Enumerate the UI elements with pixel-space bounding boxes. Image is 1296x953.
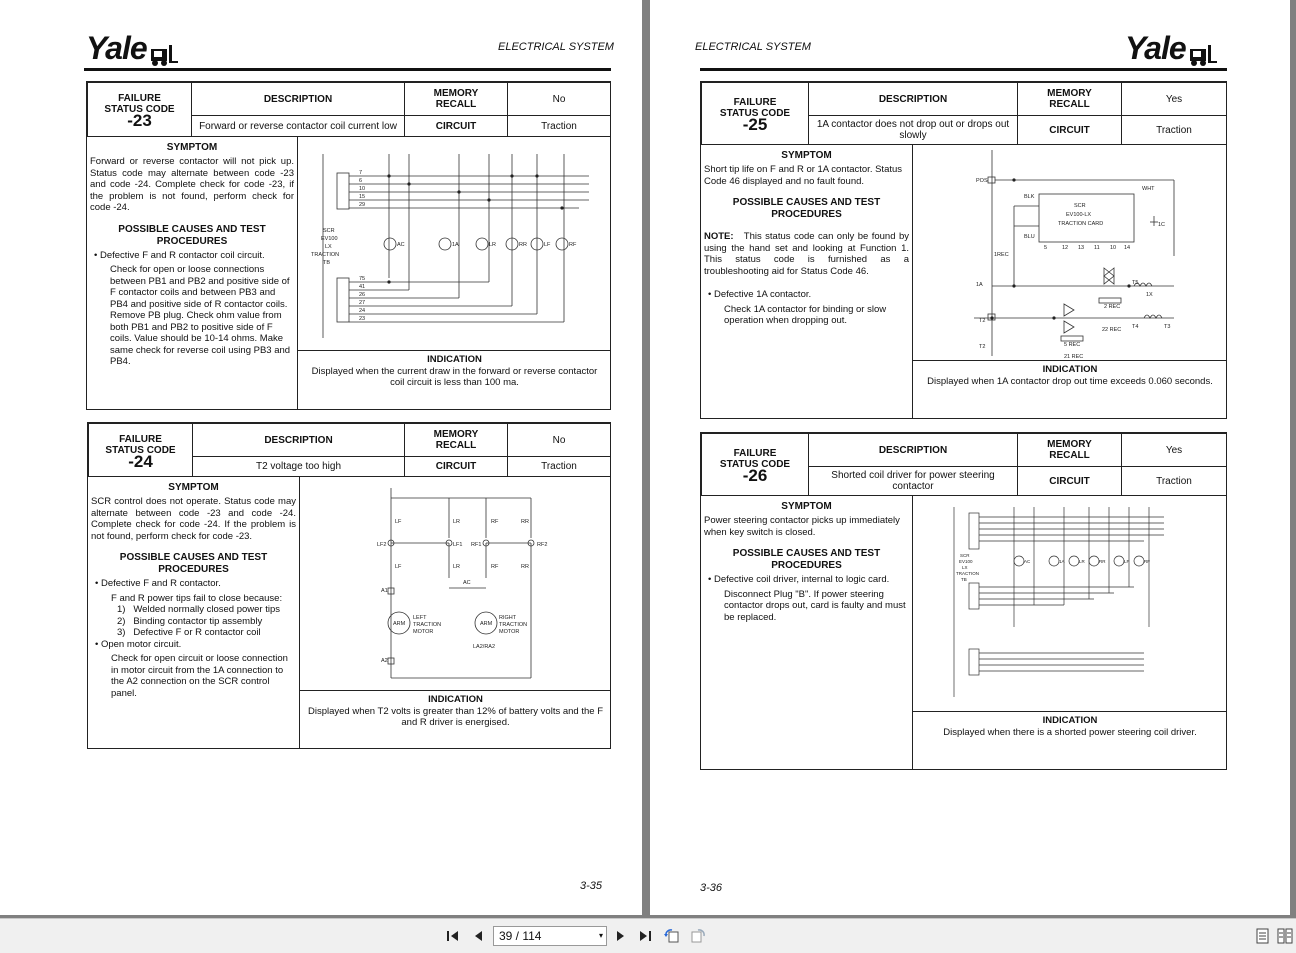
svg-text:26: 26 <box>359 292 366 298</box>
svg-text:SCR: SCR <box>323 228 335 234</box>
recall-label: RECALL <box>1049 99 1090 110</box>
recall-label: RECALL <box>435 440 477 451</box>
cause-text: Defective coil driver, internal to logic card. <box>713 574 890 585</box>
cause-detail: Disconnect Plug "B". If power steering contactor drops out, card is faulty and must be replaced. <box>724 588 906 623</box>
symptom-header: SYMPTOM <box>168 482 219 493</box>
last-page-button[interactable] <box>637 928 653 944</box>
causes-header-line: POSSIBLE CAUSES AND TEST <box>119 552 268 563</box>
fsc-label: FAILURE <box>733 448 777 459</box>
header-title: ELECTRICAL SYSTEM <box>498 41 614 53</box>
status-code: -23 <box>127 111 152 130</box>
symptom-header: SYMPTOM <box>781 501 832 512</box>
cause-item: • Defective F and R contactor coil circuit. <box>94 249 265 261</box>
svg-text:15: 15 <box>359 194 366 200</box>
description-header: DESCRIPTION <box>191 82 405 116</box>
causes-header <box>91 552 296 576</box>
fsc-label: STATUS CODE <box>719 108 791 119</box>
svg-text:ARM: ARM <box>393 621 406 627</box>
page-number-input[interactable] <box>493 926 607 946</box>
status-card-24 <box>87 422 611 749</box>
svg-text:RIGHT: RIGHT <box>499 615 517 621</box>
circuit-header: CIRCUIT <box>1017 466 1122 496</box>
svg-text:12: 12 <box>1062 245 1069 251</box>
memory-recall-value: No <box>507 82 611 116</box>
memory-recall-value: Yes <box>1121 82 1227 116</box>
description-value: Shorted coil driver for power steering contactor <box>808 466 1018 496</box>
description-header: DESCRIPTION <box>808 433 1018 467</box>
fsc-label: STATUS CODE <box>719 459 791 470</box>
cause-sublist-text: Welded normally closed power tips <box>133 604 280 615</box>
svg-text:1C: 1C <box>1158 222 1166 228</box>
single-page-view-button[interactable] <box>1255 928 1271 944</box>
single-page-icon <box>1256 928 1270 944</box>
svg-text:T4: T4 <box>1132 324 1139 330</box>
symptom-header: SYMPTOM <box>781 150 832 161</box>
yale-logo <box>1125 30 1218 67</box>
svg-text:AC: AC <box>397 242 405 248</box>
fsc-cell <box>87 82 192 137</box>
forklift-icon <box>1188 43 1218 67</box>
svg-text:29: 29 <box>359 202 366 208</box>
indication-header: INDICATION <box>427 354 482 365</box>
cause-item: • Defective F and R contactor. <box>95 578 221 589</box>
fsc-label: STATUS CODE <box>104 104 175 115</box>
indication-box <box>913 360 1227 418</box>
svg-text:A2: A2 <box>381 658 388 664</box>
cause-text: Open motor circuit. <box>100 638 182 650</box>
description-value: Forward or reverse contactor coil current low <box>191 115 405 137</box>
indication-text: Displayed when T2 volts is greater than 12% of battery volts and the F and R driver is energised. <box>307 705 603 728</box>
svg-text:TRACTION: TRACTION <box>311 252 340 258</box>
svg-text:ARM: ARM <box>480 621 493 627</box>
fsc-label: STATUS CODE <box>105 444 176 456</box>
status-card-23 <box>86 81 611 410</box>
svg-text:LA2/RA2: LA2/RA2 <box>473 644 496 650</box>
header-title: ELECTRICAL SYSTEM <box>695 41 811 53</box>
svg-text:T3: T3 <box>1164 324 1171 330</box>
page-dropdown-icon[interactable]: ▾ <box>598 931 603 940</box>
circuit-value: Traction <box>1121 466 1227 496</box>
svg-text:LF2: LF2 <box>377 542 387 548</box>
svg-text:RF2: RF2 <box>537 542 548 548</box>
status-code: -26 <box>742 466 768 485</box>
svg-text:RF: RF <box>491 564 499 570</box>
first-page-icon <box>446 929 460 943</box>
note-block <box>704 231 909 277</box>
cause-sublist-text: Binding contactor tip assembly <box>133 615 263 627</box>
symptom-column <box>701 496 913 769</box>
cause-detail: Check 1A contactor for binding or slow operation when dropping out. <box>724 303 887 326</box>
cause-text: Defective F and R contactor. <box>100 578 221 589</box>
fsc-label: FAILURE <box>733 97 777 108</box>
svg-text:24: 24 <box>359 308 366 314</box>
svg-text:23: 23 <box>359 316 366 322</box>
svg-text:LF: LF <box>395 519 402 525</box>
svg-text:RF: RF <box>1144 559 1150 564</box>
svg-text:T5: T5 <box>1132 280 1139 286</box>
svg-text:T2: T2 <box>979 318 986 324</box>
svg-text:RR: RR <box>521 564 529 570</box>
circuit-header: CIRCUIT <box>404 456 508 477</box>
symptom-text: Forward or reverse contactor will not pick up. Status code may alternate between code -23 and code -24. Complete check for code -23, if the problem is not found, perform check for code -24. <box>90 156 294 213</box>
indication-box <box>913 711 1227 769</box>
fsc-label: FAILURE <box>119 433 162 445</box>
cause-item: • Defective coil driver, internal to logic card. <box>708 574 890 585</box>
svg-text:MOTOR: MOTOR <box>413 629 434 635</box>
causes-header-line: PROCEDURES <box>771 560 842 571</box>
wiring-diagram-23 <box>299 138 610 350</box>
rotate-cw-button[interactable] <box>690 928 706 944</box>
page-display-text: 39 / 114 <box>499 929 542 943</box>
two-page-view-button[interactable] <box>1277 928 1293 944</box>
svg-text:EV100: EV100 <box>959 559 973 564</box>
svg-text:41: 41 <box>359 284 366 290</box>
symptom-column <box>88 477 300 748</box>
memory-label: MEMORY <box>433 88 479 99</box>
steering-wiring-diagram <box>914 497 1226 709</box>
svg-text:BLK: BLK <box>1024 194 1035 200</box>
svg-text:7: 7 <box>359 170 363 176</box>
symptom-text: SCR control does not operate. Status code may alternate between code -23 and code -24. Complete check for code -24. If the problem is not found, perform check for code -23. <box>91 496 296 542</box>
svg-text:21 REC: 21 REC <box>1064 354 1084 360</box>
page-number: 3-35 <box>580 880 603 892</box>
indication-text: Displayed when 1A contactor drop out time exceeds 0.060 seconds. <box>927 375 1213 387</box>
description-header: DESCRIPTION <box>808 82 1018 116</box>
two-page-icon <box>1277 928 1293 944</box>
svg-text:A1: A1 <box>381 588 388 594</box>
svg-text:AC: AC <box>463 580 471 586</box>
svg-text:T2: T2 <box>979 344 986 350</box>
circuit-value: Traction <box>507 115 611 137</box>
circuit-value: Traction <box>1121 115 1227 145</box>
svg-text:10: 10 <box>1110 245 1117 251</box>
svg-text:RR: RR <box>519 242 527 248</box>
description-header: DESCRIPTION <box>192 423 405 457</box>
symptom-header: SYMPTOM <box>166 142 218 153</box>
svg-text:10: 10 <box>359 186 366 192</box>
description-value: T2 voltage too high <box>192 456 405 477</box>
indication-text: Displayed when the current draw in the forward or reverse contactor coil circuit is less than 100 ma. <box>311 365 598 388</box>
svg-text:RR: RR <box>1099 559 1106 564</box>
recall-label: RECALL <box>435 99 477 110</box>
cause-item: • Open motor circuit. <box>95 638 182 650</box>
svg-text:MOTOR: MOTOR <box>499 629 520 635</box>
viewer-toolbar <box>0 918 1296 953</box>
indication-box <box>298 350 611 410</box>
svg-text:LX: LX <box>325 244 332 250</box>
fsc-cell <box>88 423 193 477</box>
symptom-text: Power steering contactor picks up immediately when key switch is closed. <box>704 515 900 538</box>
forklift-icon <box>149 43 179 67</box>
svg-text:LX: LX <box>962 565 968 570</box>
svg-text:TRACTION: TRACTION <box>499 622 528 628</box>
svg-text:1A: 1A <box>976 282 983 288</box>
svg-text:LEFT: LEFT <box>413 615 427 621</box>
rotate-cw-icon <box>690 928 706 944</box>
recall-label: RECALL <box>1049 450 1090 461</box>
cause-sublist-text: Defective F or R contactor coil <box>133 627 261 638</box>
svg-text:22 REC: 22 REC <box>1102 327 1122 333</box>
svg-text:EV100-LX: EV100-LX <box>1066 212 1092 218</box>
note-text: This status code can only be found by using the hand set and looking at Function 1. This status code is furnished as a troubleshooting aid for Status Code 46. <box>704 231 909 277</box>
indication-header: INDICATION <box>1042 715 1098 726</box>
svg-text:11: 11 <box>1094 245 1100 251</box>
description-value: 1A contactor does not drop out or drops out slowly <box>808 115 1018 145</box>
svg-text:TRACTION CARD: TRACTION CARD <box>1058 221 1104 227</box>
indication-text: Displayed when there is a shorted power steering coil driver. <box>943 726 1197 738</box>
yale-logo-text: Yale <box>86 30 147 66</box>
svg-text:1A: 1A <box>452 242 459 248</box>
previous-page-button[interactable] <box>470 928 486 944</box>
memory-recall-value: No <box>507 423 611 457</box>
header-rule <box>700 68 1227 71</box>
causes-header-line: POSSIBLE CAUSES AND TEST <box>732 548 881 559</box>
indication-header: INDICATION <box>1042 364 1098 375</box>
next-page-button[interactable] <box>613 928 629 944</box>
causes-header <box>704 548 909 572</box>
causes-header <box>90 224 294 248</box>
right-page <box>650 0 1290 915</box>
svg-text:WHT: WHT <box>1142 186 1155 192</box>
svg-text:TRACTION: TRACTION <box>413 622 442 628</box>
causes-header-line: POSSIBLE CAUSES AND TEST <box>732 197 881 208</box>
svg-text:EV100: EV100 <box>321 236 338 242</box>
symptom-text: Short tip life on F and R or 1A contactor. Status Code 46 displayed and no fault found. <box>704 164 903 187</box>
causes-header-line: PROCEDURES <box>158 564 229 575</box>
memory-recall-header <box>404 82 508 116</box>
svg-text:5 REC: 5 REC <box>1064 342 1081 348</box>
svg-text:6: 6 <box>359 178 363 184</box>
circuit-header: CIRCUIT <box>404 115 508 137</box>
svg-text:1REC: 1REC <box>994 252 1009 258</box>
circuit-header: CIRCUIT <box>1017 115 1122 145</box>
svg-text:SCR: SCR <box>1074 203 1086 209</box>
fsc-cell <box>701 433 809 496</box>
memory-label: MEMORY <box>433 429 479 440</box>
causes-header-line: PROCEDURES <box>156 235 228 247</box>
cause-detail: Check for open or loose connections between PB1 and PB2 and positive side of F contactor coils and between PB3 and PB4 and positive side of R contactor coils. <box>110 264 290 310</box>
previous-page-icon <box>471 929 485 943</box>
page-number: 3-36 <box>700 882 723 894</box>
svg-text:LF: LF <box>544 242 551 248</box>
svg-text:1A: 1A <box>1059 559 1065 564</box>
svg-text:SCR: SCR <box>960 553 970 558</box>
left-page <box>0 0 642 915</box>
causes-header-line: PROCEDURES <box>771 209 842 220</box>
memory-recall-header <box>1017 82 1122 116</box>
motor-circuit-diagram <box>301 478 610 688</box>
svg-text:POS: POS <box>976 178 988 184</box>
note-label: NOTE: <box>704 231 734 242</box>
yale-logo <box>86 30 179 67</box>
status-card-26 <box>700 432 1227 770</box>
cause-text: Defective F and R contactor coil circuit. <box>99 249 265 261</box>
svg-text:2 REC: 2 REC <box>1104 304 1121 310</box>
next-page-icon <box>614 929 628 943</box>
status-code: -24 <box>128 451 153 471</box>
svg-text:75: 75 <box>359 276 366 282</box>
svg-text:LR: LR <box>453 519 461 525</box>
svg-text:RR: RR <box>521 519 529 525</box>
circuit-value: Traction <box>507 456 611 477</box>
header-rule <box>84 68 611 71</box>
svg-text:5: 5 <box>1044 245 1048 251</box>
cause-sublist-item: 3) Defective F or R contactor coil <box>117 627 261 638</box>
svg-text:TRACTION: TRACTION <box>956 571 979 576</box>
svg-text:LR: LR <box>489 242 497 248</box>
svg-text:LR: LR <box>453 564 461 570</box>
svg-text:27: 27 <box>359 300 366 306</box>
svg-text:13: 13 <box>1078 245 1085 251</box>
first-page-button[interactable] <box>445 928 461 944</box>
svg-text:BLU: BLU <box>1024 234 1035 240</box>
svg-text:14: 14 <box>1124 245 1131 251</box>
cause-detail: Check for open circuit or loose connection in motor circuit from the 1A connection to the A2 connection on the SCR control panel. <box>111 653 288 699</box>
svg-text:LR: LR <box>1079 559 1085 564</box>
svg-text:AC: AC <box>1024 559 1031 564</box>
symptom-column <box>87 137 298 409</box>
svg-text:RF: RF <box>491 519 499 525</box>
svg-text:TB: TB <box>961 577 967 582</box>
traction-card-diagram <box>914 146 1226 360</box>
status-code: -25 <box>742 115 768 134</box>
memory-recall-header <box>404 423 508 457</box>
svg-text:LF: LF <box>395 564 402 570</box>
yale-logo-text: Yale <box>1125 30 1186 66</box>
cause-text: Defective 1A contactor. <box>713 289 812 300</box>
indication-header: INDICATION <box>428 694 483 705</box>
svg-text:RF1: RF1 <box>471 542 482 548</box>
symptom-column <box>701 145 913 418</box>
svg-text:1X: 1X <box>1146 292 1153 298</box>
last-page-icon <box>638 929 652 943</box>
svg-text:LF: LF <box>1124 559 1130 564</box>
svg-text:RF: RF <box>569 242 577 248</box>
indication-box <box>300 690 611 748</box>
rotate-ccw-icon <box>664 928 680 944</box>
status-card-25 <box>700 81 1227 419</box>
memory-label: MEMORY <box>1047 88 1092 99</box>
causes-header-line: POSSIBLE CAUSES AND TEST <box>118 223 266 235</box>
memory-recall-header <box>1017 433 1122 467</box>
cause-item: • Defective 1A contactor. <box>708 289 812 300</box>
cause-sublist-item: 1) Welded normally closed power tips <box>117 604 280 615</box>
cause-detail: F and R power tips fail to close because: <box>111 592 283 604</box>
svg-text:LF1: LF1 <box>453 542 463 548</box>
fsc-cell <box>701 82 809 145</box>
memory-recall-value: Yes <box>1121 433 1227 467</box>
fsc-label: FAILURE <box>118 93 161 104</box>
memory-label: MEMORY <box>1047 439 1092 450</box>
causes-header <box>704 197 909 221</box>
svg-text:TB: TB <box>323 260 331 266</box>
cause-sublist-item: 2) Binding contactor tip assembly <box>117 615 263 627</box>
cause-detail: Remove PB plug. Check ohm value from both PB1 and PB2 to positive side of F coils. Value should be 10-14 ohms. Make same check for reverse coil using PB3 and PB4. <box>110 310 291 367</box>
rotate-ccw-button[interactable] <box>664 928 680 944</box>
